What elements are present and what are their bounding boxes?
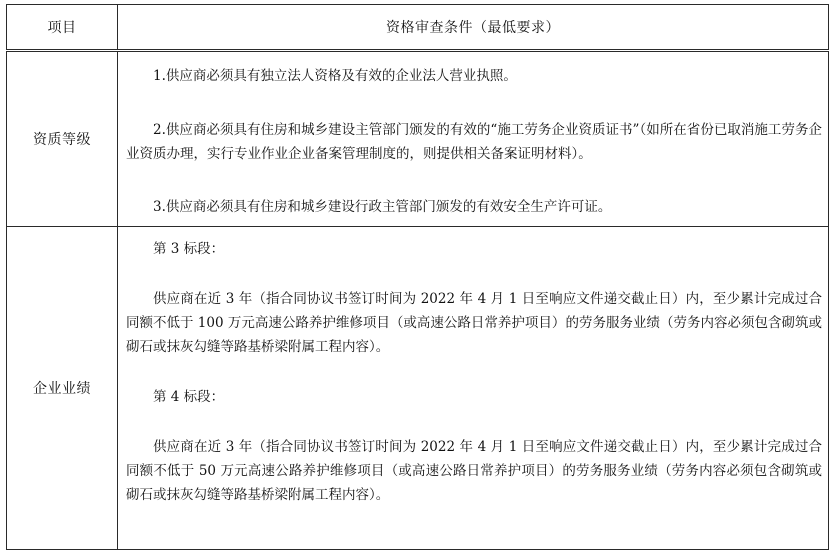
header-row [7, 5, 829, 51]
section-label-lot-3: 第 3 标段： [153, 241, 225, 257]
header-item: 项目 [7, 5, 118, 51]
requirement-paragraph: 3.供应商必须具有住房和城乡建设行政主管部门颁发的有效安全生产许可证。 [153, 199, 612, 215]
category-qualification-level: 资质等级 [7, 51, 118, 227]
table-header [7, 5, 829, 51]
category-company-performance: 企业业绩 [7, 227, 118, 550]
requirement-paragraph: 2.供应商必须具有住房和城乡建设主管部门颁发的有效的“施工劳务企业资质证书”（如所在省份已取消施工劳务企业资质办理，实行专业作业企业备案管理制度的，则提供相关备案证明材料）。 [126, 122, 822, 162]
qualification-table [6, 4, 829, 550]
requirement-paragraph: 1.供应商必须具有独立法人资格及有效的企业法人营业执照。 [153, 68, 517, 84]
header-requirements: 资格审查条件（最低要求） [118, 5, 829, 51]
section-label-lot-4: 第 4 标段： [153, 389, 225, 405]
requirement-paragraph: 供应商在近 3 年（指合同协议书签订时间为 2022 年 4 月 1 日至响应文件递交截止日）内，至少累计完成过合同额不低于 100 万元高速公路养护维修项目（或高速公路日常养护项目）的劳务服务业绩（劳务内容必须包含砌筑或砌石或抹灰勾缝等路基桥梁附属工程内容）。 [126, 291, 822, 355]
requirements-qualification [118, 51, 829, 227]
table-row-qualification [7, 51, 829, 227]
table-row-performance [7, 227, 829, 550]
requirements-performance [118, 227, 829, 550]
requirement-paragraph: 供应商在近 3 年（指合同协议书签订时间为 2022 年 4 月 1 日至响应文件递交截止日）内，至少累计完成过合同额不低于 50 万元高速公路养护维修项目（或高速公路日常养护项目）的劳务服务业绩（劳务内容必须包含砌筑或砌石或抹灰勾缝等路基桥梁附属工程内容）。 [126, 439, 822, 503]
